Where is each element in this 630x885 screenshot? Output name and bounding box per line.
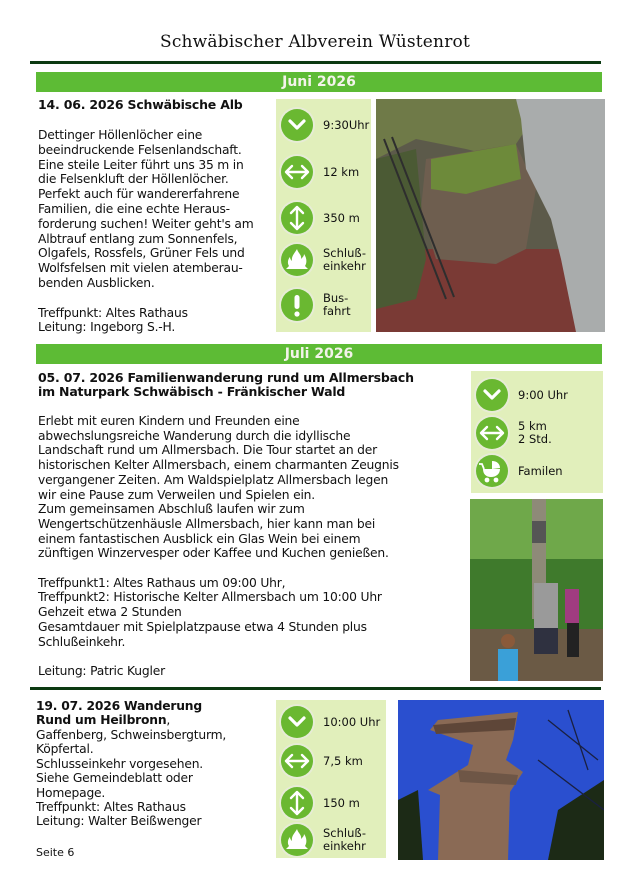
info-elevation	[281, 787, 360, 819]
page-number: Seite 6	[36, 846, 75, 859]
info-label: 9:00 Uhr	[518, 387, 568, 402]
clock-icon	[281, 109, 313, 141]
info-family	[476, 455, 563, 487]
info-label: Familen	[518, 463, 563, 478]
info-label: 9:30Uhr	[323, 117, 370, 132]
info-panel	[471, 371, 603, 493]
event-description: Gaffenberg, Schweinsbergturm, Köpfertal. Schlusseinkehr vorgesehen. Siehe Gemeindeblatt oder Homepage. Treffpunkt: Altes Rathaus Leitung: Walter Beißwenger	[36, 728, 227, 829]
info-distance	[281, 745, 363, 777]
event-description: Erlebt mit euren Kindern und Freunden eine abwechslungsreiche Wanderung durch die idyllische Landschaft rund um Allmersbach. Die Tour startet an der historischen Kelter Allmersbach, einem charmanten Zeugnis vergangener Zeiten. Am Waldspielplatz Allmersbach legen wir eine Pause zum Verweilen und Spielen ein. Zum gemeinsamen Abschluß laufen wir zum Wengertschützenhäusle Allmersbach, hier kann man bei einem fantastischen Ausblick ein Glas Wein bei einem zünftigen Winzervesper oder Kaffee und Kuchen genießen. Treffpunkt1: Altes Rathaus um 09:00 Uhr, Treffpunkt2: Historische Kelter Allmersbach um 10:00 Uhr Gehzeit etwa 2 Stunden Gesamtdauer mit Spielplatzpause etwa 4 Stunden plus Schlußeinkehr. Leitung: Patric Kugler	[38, 414, 399, 678]
forest-climbing-photo	[470, 499, 603, 681]
info-distance	[476, 417, 552, 449]
stroller-icon	[476, 455, 508, 487]
info-label: 12 km	[323, 164, 360, 179]
heading-tail: ,	[166, 713, 171, 728]
header-rule	[30, 61, 601, 64]
info-label: Schluß- einkehr	[323, 826, 367, 853]
distance-arrows-icon	[476, 417, 508, 449]
month-banner-july: Juli 2026	[36, 344, 602, 364]
event-heading: 05. 07. 2026 Familienwanderung rund um Allmersbach im Naturpark Schwäbisch - Fränkischer Wald	[38, 370, 414, 399]
clock-icon	[476, 379, 508, 411]
event-heading-3	[36, 699, 202, 728]
info-label: Bus- fahrt	[323, 291, 351, 318]
distance-arrows-icon	[281, 745, 313, 777]
page-title: Schwäbischer Albverein Wüstenrot	[159, 32, 471, 52]
info-label: 350 m	[323, 210, 360, 225]
distance-arrows-icon	[281, 156, 313, 188]
info-einkehr	[281, 244, 366, 276]
rock-ladder-photo	[376, 99, 605, 332]
elevation-arrows-icon	[281, 202, 313, 234]
info-distance	[281, 156, 359, 188]
elevation-arrows-icon	[281, 787, 313, 819]
event-heading: 14. 06. 2026 Schwäbische Alb	[38, 97, 243, 112]
info-label: Schluß- einkehr	[323, 246, 367, 273]
info-elevation	[281, 202, 360, 234]
info-panel	[276, 700, 386, 858]
info-einkehr	[281, 824, 366, 856]
section-rule	[30, 687, 601, 690]
info-time	[281, 706, 380, 738]
exclamation-icon	[281, 289, 313, 321]
info-label: 5 km 2 Std.	[518, 419, 552, 446]
info-bus	[281, 289, 351, 321]
tower-photo	[398, 700, 604, 860]
info-label: 10:00 Uhr	[323, 714, 381, 729]
campfire-icon	[281, 824, 313, 856]
clock-icon	[281, 706, 313, 738]
info-label: 7,5 km	[323, 753, 363, 768]
campfire-icon	[281, 244, 313, 276]
info-time	[476, 379, 568, 411]
event-heading: 19. 07. 2026 Wanderung Rund um Heilbronn	[36, 699, 202, 728]
event-description: Dettinger Höllenlöcher eine beeindruckende Felsenlandschaft. Eine steile Leiter führt uns 35 m in die Felsenkluft der Höllenlöcher. Perfekt auch für wandererfahrene Familien, die eine echte Heraus- forderung suchen! Weiter geht's am Albtrauf entlang zum Sonnenfels, Olgafels, Rossfels, Grüner Fels und Wolfsfelsen mit vielen atemberau- benden Ausblicken. Treffpunkt: Altes Rathaus Leitung: Ingeborg S.-H.	[38, 128, 254, 335]
info-panel	[276, 99, 371, 332]
info-label: 150 m	[323, 795, 360, 810]
info-time	[281, 109, 369, 141]
month-banner-june: Juni 2026	[36, 72, 602, 92]
